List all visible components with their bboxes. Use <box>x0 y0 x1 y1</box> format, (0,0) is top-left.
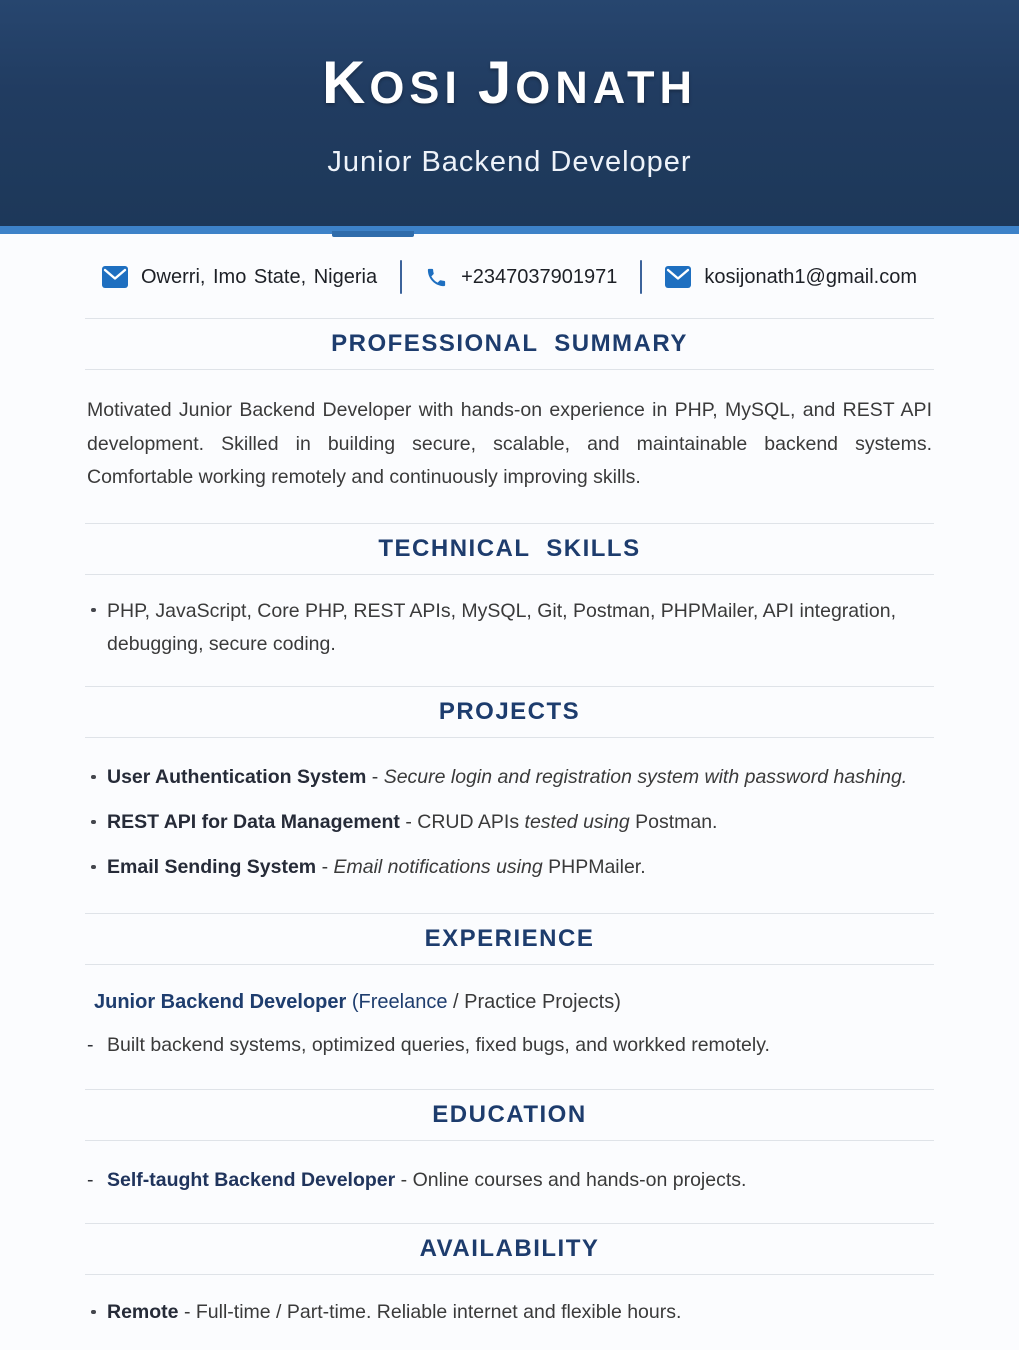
contact-email-text: kosijonath1@gmail.com <box>704 265 917 288</box>
hero-header <box>0 0 1019 226</box>
text-segment: - Online courses and hands-on projects. <box>395 1168 747 1191</box>
section-header <box>85 524 934 574</box>
bullet-dot-icon <box>91 608 96 613</box>
section-body <box>85 575 934 686</box>
bullet-dot-icon <box>91 820 96 825</box>
text-segment: Email Sending System <box>107 855 317 878</box>
section-body <box>85 370 934 523</box>
text-segment: / Practice Projects) <box>447 990 621 1013</box>
contact-separator <box>640 260 642 294</box>
section-header <box>85 1224 934 1274</box>
summary-paragraph: Motivated Junior Backend Developer with hands-on experience in PHP, MySQL, and REST API development. Skilled in building secure, scalable, and maintainable backend systems. Comfortable working remotely and continuously improving skills. <box>87 399 932 488</box>
text-segment: (Freelance <box>346 990 448 1013</box>
text-segment: PHP, JavaScript, Core PHP, REST APIs, MySQL, Git, Postman, PHPMailer, API integration, debugging, secure coding. <box>107 599 896 655</box>
envelope-icon <box>665 266 691 288</box>
list-line <box>85 1165 934 1196</box>
accent-strip <box>0 226 1019 234</box>
resume-job-title: Junior Backend Developer <box>327 146 692 178</box>
envelope-icon <box>102 266 128 288</box>
section-body <box>85 965 934 1089</box>
list-line <box>85 762 934 793</box>
bullet-dot-icon <box>91 1310 96 1315</box>
section-title: TECHNICAL SKILLS <box>378 534 641 562</box>
text-segment: - Full-time / Part-time. Reliable internet and flexible hours. <box>178 1300 682 1323</box>
section-body <box>85 1141 934 1223</box>
section-title: PROJECTS <box>438 697 581 725</box>
text-segment: Junior Backend Developer <box>94 990 347 1013</box>
contact-email <box>665 266 917 289</box>
list-line <box>85 807 934 838</box>
section-header <box>85 914 934 964</box>
text-segment: User Authentication System <box>107 765 367 788</box>
text-segment: PHPMailer. <box>542 855 646 878</box>
contact-phone <box>425 266 617 289</box>
bullet-dash-icon: - <box>87 1033 94 1056</box>
contact-separator <box>400 260 402 294</box>
section-header <box>85 319 934 369</box>
list-line <box>85 595 934 661</box>
list-line <box>85 987 934 1018</box>
text-segment: - CRUD APIs <box>399 810 525 833</box>
section-body <box>85 1275 934 1350</box>
text-segment: - <box>316 855 334 878</box>
contact-row <box>0 260 1019 294</box>
bullet-dot-icon <box>91 865 96 870</box>
text-segment: Postman. <box>629 810 718 833</box>
contact-location-text: Owerri, Imo State, Nigeria <box>141 265 378 288</box>
phone-icon <box>425 266 448 289</box>
list-line <box>85 1297 934 1328</box>
section-title: AVAILABILITY <box>419 1234 600 1262</box>
list-line <box>85 852 934 883</box>
text-segment: tested using <box>524 810 630 833</box>
text-segment: REST API for Data Management <box>107 810 400 833</box>
section-title: EDUCATION <box>432 1100 587 1128</box>
section-header <box>85 1090 934 1140</box>
text-segment: Built backend systems, optimized queries, fixed bugs, and workked remotely. <box>107 1033 770 1056</box>
section-header <box>85 687 934 737</box>
section-body <box>85 738 934 913</box>
text-segment: Email notifications using <box>333 855 543 878</box>
bullet-dash-icon: - <box>87 1168 94 1191</box>
text-segment: Self-taught Backend Developer <box>107 1168 396 1191</box>
section-title: EXPERIENCE <box>424 924 595 952</box>
contact-phone-text: +2347037901971 <box>461 265 618 288</box>
accent-tab <box>332 231 414 237</box>
text-segment: Remote <box>107 1300 179 1323</box>
resume-name: KOSI JONATH <box>322 49 697 116</box>
bullet-dot-icon <box>91 775 96 780</box>
list-line <box>85 1030 934 1061</box>
section-title: PROFESSIONAL SUMMARY <box>331 330 688 357</box>
text-segment: Secure login and registration system with password hashing. <box>383 765 908 788</box>
text-segment: - <box>366 765 384 788</box>
sections <box>85 318 934 1350</box>
contact-location <box>102 266 377 289</box>
